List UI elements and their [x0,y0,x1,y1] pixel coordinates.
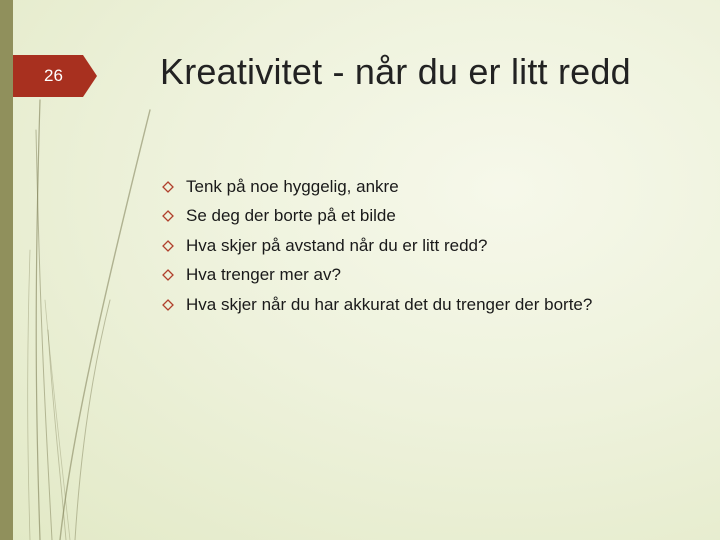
bullet-text: Hva skjer når du har akkurat det du trenger der borte? [186,294,593,314]
bullet-text: Hva skjer på avstand når du er litt redd? [186,235,488,255]
diamond-bullet-icon [162,269,186,281]
diamond-bullet-icon [162,181,186,193]
slide-number: 26 [44,66,63,85]
diamond-bullet-icon [162,299,186,311]
bullet-item [162,202,592,232]
bullet-item [162,290,592,320]
bullet-list [162,172,592,320]
bullet-text: Se deg der borte på et bilde [186,206,396,226]
slide-title: Kreativitet - når du er litt redd [160,51,631,92]
bullet-item [162,172,592,202]
bullet-item [162,261,592,291]
bullet-text: Hva trenger mer av? [186,265,341,285]
bullet-text: Tenk på noe hyggelig, ankre [186,176,399,196]
diamond-bullet-icon [162,210,186,222]
diamond-bullet-icon [162,240,186,252]
bullet-item [162,231,592,261]
